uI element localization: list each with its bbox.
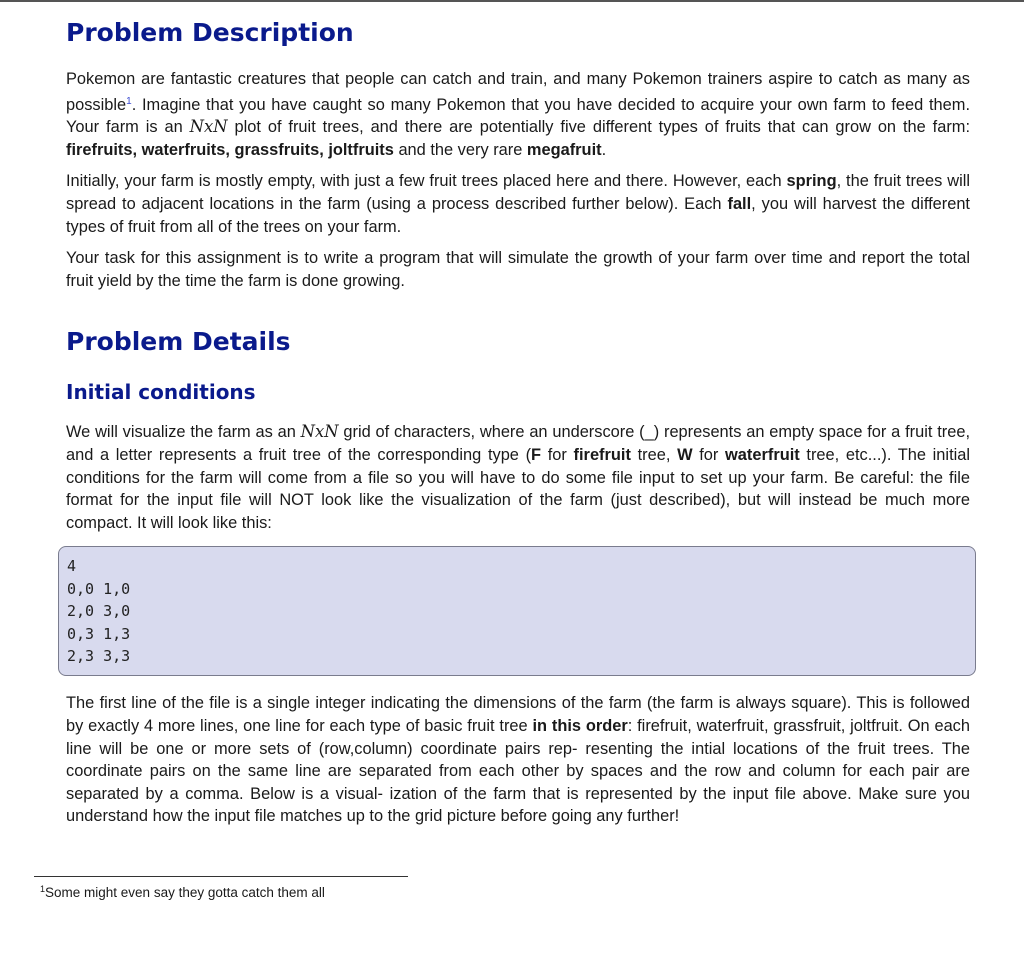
code-line-2: 0,0 1,0 bbox=[67, 579, 131, 598]
file-format-paragraph: The first line of the file is a single integer indicating the dimensions of the farm (the farm is always square). This is followed by exactly 4 more lines, one line for each type of basic fruit tree in this order: firefruit, waterfruit, grassfruit, joltfruit. On each line will be one or more sets of (row,column) coordinate pairs rep- resenting the intial locations of the fruit trees. The coordinate pairs on the same line are separated from each other by spaces and the row and column for each pair are separated by a comma. Below is a visual- ization of the farm that is represented by the input file above. Make sure you understand how the input file matches up to the grid picture before going any further! bbox=[66, 694, 970, 826]
code-line-3: 2,0 3,0 bbox=[67, 602, 131, 621]
code-line-5: 2,3 3,3 bbox=[67, 646, 131, 665]
footnote-rule bbox=[34, 876, 408, 877]
initial-conditions-paragraph: We will visualize the farm as an NxN grid of characters, where an underscore (_) represents an empty space for a fruit tree, and a letter represents a fruit tree of the corresponding type (F for firefruit tree, W for waterfruit tree, etc...). The initial conditions for the farm will come from a file so you will have to do some file input to set up your farm. Be careful: the file format for the input file will NOT look like the visualization of the farm (just described), but will instead be much more compact. It will look like this: bbox=[66, 422, 971, 532]
document-page bbox=[66, 14, 970, 828]
footnote: $^1$Some might even say they gotta catch them all bbox=[40, 884, 325, 900]
code-line-4: 0,3 1,3 bbox=[67, 624, 131, 643]
intro-paragraph-2: Initially, your farm is mostly empty, with just a few fruit trees placed here and there. However, each spring, the fruit trees will spread to adjacent locations in the farm (using a process described further below). Each fall, you will harvest the different types of fruit from all of the trees on your farm. bbox=[66, 172, 971, 236]
footnote-ref[interactable]: 1 bbox=[126, 95, 132, 107]
heading-problem-details: Problem Details bbox=[66, 327, 291, 357]
top-rule bbox=[0, 0, 1024, 2]
intro-paragraph-1: Pokemon are fantastic creatures that people can catch and train, and many Pokemon trainers aspire to catch as many as possible$^1$. Imagine that you have caught so many Pokemon that you have decided to acquire your own farm to feed them. Your farm is an NxN plot of fruit trees, and there are potentially five different types of fruits that can grow on the farm: firefruits, waterfruits, grassfruits, joltfruits and the very rare megafruit. bbox=[66, 70, 970, 159]
intro-paragraph-3: Your task for this assignment is to write a program that will simulate the growth of your farm over time and report the total fruit yield by the time the farm is done growing. bbox=[66, 249, 970, 290]
heading-initial-conditions: Initial conditions bbox=[66, 380, 256, 405]
input-file-example bbox=[58, 546, 976, 676]
code-line-1: 4 bbox=[67, 557, 77, 576]
math-nxn: NxN bbox=[189, 117, 228, 137]
heading-problem-description: Problem Description bbox=[66, 18, 354, 47]
